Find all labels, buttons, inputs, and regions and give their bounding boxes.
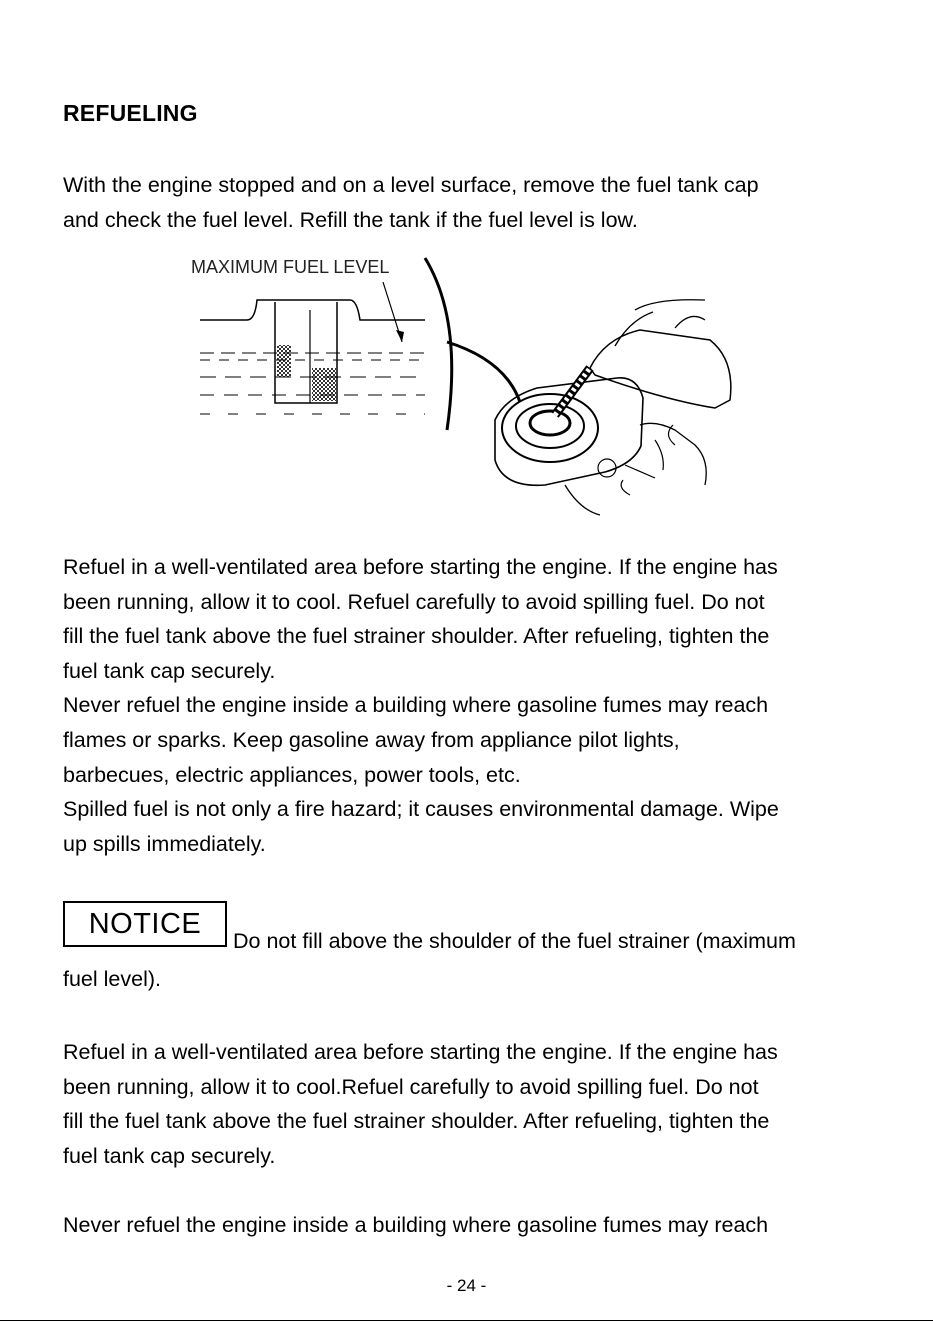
notice-badge: NOTICE bbox=[63, 901, 227, 947]
body-line: fill the fuel tank above the fuel strainer shoulder. After refueling, tighten the bbox=[63, 1109, 770, 1134]
body-line: up spills immediately. bbox=[63, 831, 266, 856]
fuel-level-illustration bbox=[185, 250, 745, 525]
maximum-fuel-level-label: MAXIMUM FUEL LEVEL bbox=[191, 257, 390, 277]
body-line: Refuel in a well-ventilated area before starting the engine. If the engine has bbox=[63, 555, 778, 579]
notice-text: Do not fill above the shoulder of the fuel strainer (maximum bbox=[233, 929, 796, 953]
body-line: Refuel in a well-ventilated area before starting the engine. If the engine has bbox=[63, 1040, 778, 1064]
intro-paragraph bbox=[63, 168, 883, 237]
body-line: fuel tank cap securely. bbox=[63, 1143, 276, 1168]
body-line: Spilled fuel is not only a fire hazard; it causes environmental damage. Wipe bbox=[63, 797, 779, 822]
body-line: Never refuel the engine inside a building where gasoline fumes may reach bbox=[63, 693, 769, 718]
refueling-instructions-repeat bbox=[63, 1035, 883, 1173]
body-line: been running, allow it to cool.Refuel carefully to avoid spilling fuel. Do not bbox=[63, 1074, 759, 1099]
fumes-warning bbox=[63, 1208, 883, 1243]
body-line: flames or sparks. Keep gasoline away from appliance pilot lights, bbox=[63, 727, 680, 752]
footer-rule bbox=[0, 1320, 933, 1321]
page-number: - 24 - bbox=[446, 1276, 487, 1295]
body-line: barbecues, electric appliances, power tools, etc. bbox=[63, 762, 521, 787]
notice-text-continued: fuel level). bbox=[63, 967, 161, 991]
body-line: Never refuel the engine inside a building where gasoline fumes may reach bbox=[63, 1213, 769, 1237]
body-line: been running, allow it to cool. Refuel carefully to avoid spilling fuel. Do not bbox=[63, 589, 765, 614]
fuel-tank-diagram bbox=[185, 250, 745, 525]
body-line: fuel tank cap securely. bbox=[63, 658, 276, 683]
intro-line: With the engine stopped and on a level surface, remove the fuel tank cap bbox=[63, 173, 759, 197]
intro-line: and check the fuel level. Refill the tank if the fuel level is low. bbox=[63, 207, 638, 232]
page-title: REFUELING bbox=[63, 100, 198, 126]
body-line: fill the fuel tank above the fuel strainer shoulder. After refueling, tighten the bbox=[63, 624, 770, 649]
refueling-instructions bbox=[63, 550, 883, 861]
